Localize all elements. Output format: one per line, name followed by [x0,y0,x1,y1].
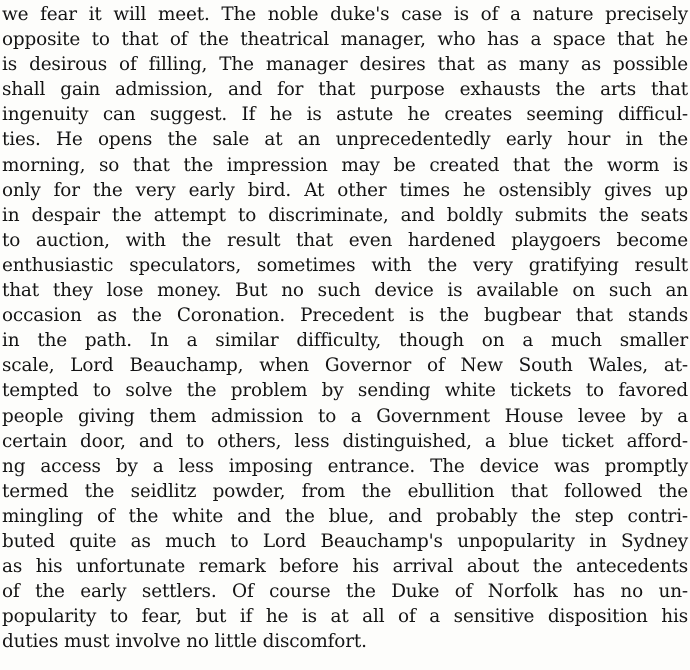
text-line: that they lose money. But no such device is available on such an [2,280,688,302]
text-line: shall gain admission, and for that purpose exhausts the arts that [2,79,688,101]
text-line: of the early settlers. Of course the Duke of Norfolk has no un- [2,581,688,603]
text-line: in the path. In a similar difficulty, though on a much smaller [2,330,688,352]
text-line: opposite to that of the theatrical manager, who has a space that he [2,29,688,51]
text-line: to auction, with the result that even hardened playgoers become [2,229,688,251]
text-line: buted quite as much to Lord Beauchamp's unpopularity in Sydney [2,530,688,552]
text-line: ng access by a less imposing entrance. The device was promptly [2,455,688,477]
text-line: people giving them admission to a Government House levee by a [2,405,688,427]
text-line: scale, Lord Beauchamp, when Governor of New South Wales, at- [2,355,688,377]
text-line: only for the very early bird. At other times he ostensibly gives up [2,179,688,201]
text-line: duties must involve no little discomfort. [2,631,367,653]
text-line: popularity to fear, but if he is at all of a sensitive disposition his [2,606,688,628]
text-line: mingling of the white and the blue, and probably the step contri- [2,505,688,527]
text-line: termed the seidlitz powder, from the ebullition that followed the [2,480,688,502]
text-line: occasion as the Coronation. Precedent is the bugbear that stands [2,305,688,327]
text-line: is desirous of filling, The manager desires that as many as possible [2,54,688,76]
text-line: certain door, and to others, less distinguished, a blue ticket afford- [2,430,688,452]
text-line: we fear it will meet. The noble duke's case is of a nature precisely [2,4,688,25]
text-line: ties. He opens the sale at an unprecedentedly early hour in the [2,129,688,151]
text-line: as his unfortunate remark before his arrival about the antecedents [2,556,688,578]
article-column [2,2,688,654]
text-line: enthusiastic speculators, sometimes with the very gratifying result [2,254,688,276]
text-line: morning, so that the impression may be created that the worm is [2,154,688,176]
text-line: tempted to solve the problem by sending white tickets to favored [2,380,688,402]
text-line: in despair the attempt to discriminate, and boldly submits the seats [2,204,688,226]
text-line: ingenuity can suggest. If he is astute he creates seeming difficul- [2,104,688,126]
